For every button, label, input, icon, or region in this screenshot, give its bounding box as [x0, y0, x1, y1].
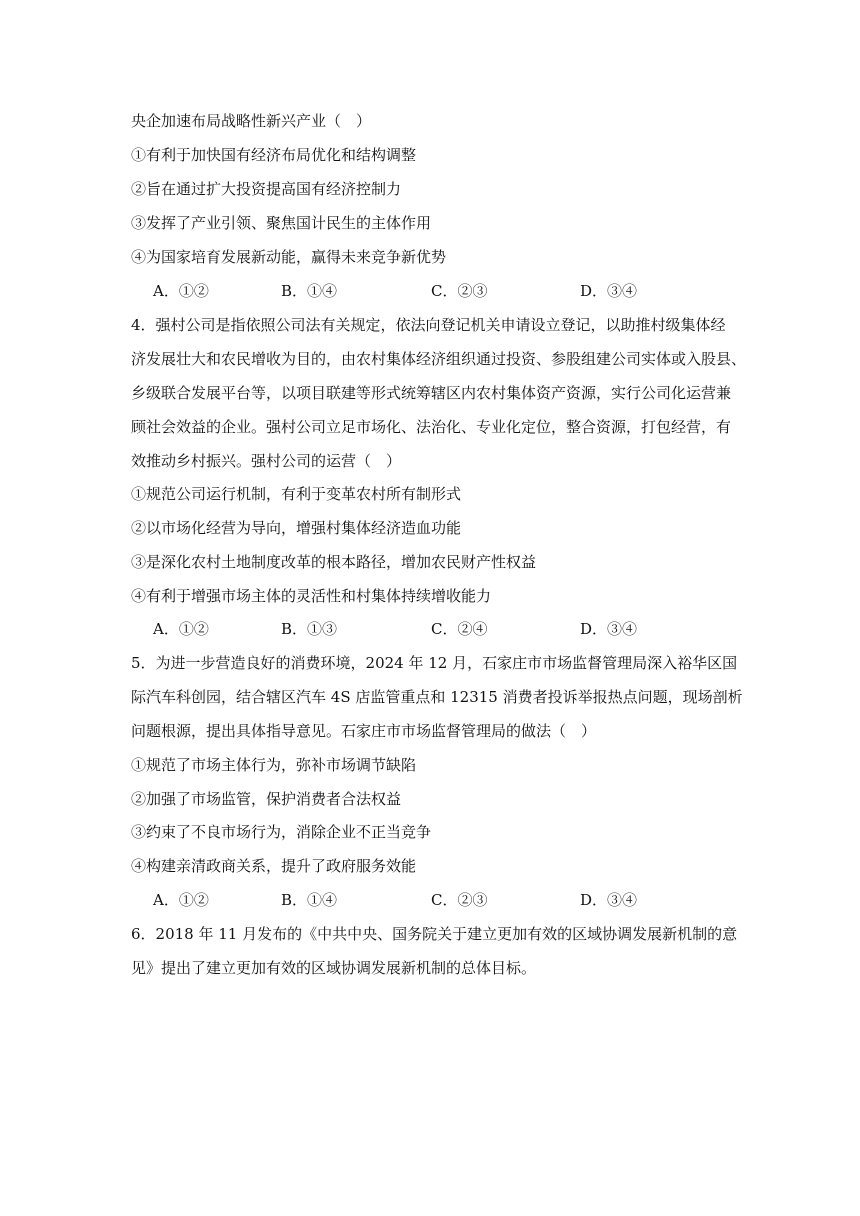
q3-stem: 央企加速布局战略性新兴产业（ ） — [131, 112, 372, 130]
q4-option-a: A．①② — [153, 620, 209, 638]
q4-option-b: B．①③ — [281, 620, 338, 638]
q4-statement-1: ①规范公司运行机制，有利于变革农村所有制形式 — [131, 485, 462, 503]
q4-statement-4: ④有利于增强市场主体的灵活性和村集体持续增收能力 — [131, 587, 492, 605]
q5-statement-3: ③约束了不良市场行为，消除企业不正当竞争 — [131, 823, 432, 841]
q4-stem-line-5: 效推动乡村振兴。强村公司的运营（ ） — [131, 452, 402, 470]
q5-stem-line-2: 际汽车科创园，结合辖区汽车 4S 店监管重点和 12315 消费者投诉举报热点问题，现场剖析 — [131, 688, 743, 706]
q4-option-d: D．③④ — [580, 620, 638, 638]
q3-statement-2: ②旨在通过扩大投资提高国有经济控制力 — [131, 180, 402, 198]
q4-stem-line-4: 顾社会效益的企业。强村公司立足市场化、法治化、专业化定位，整合资源，打包经营，有 — [131, 418, 732, 436]
q5-statement-1: ①规范了市场主体行为，弥补市场调节缺陷 — [131, 756, 417, 774]
q5-statement-2: ②加强了市场监管，保护消费者合法权益 — [131, 790, 402, 808]
q3-option-d: D．③④ — [580, 282, 638, 300]
q4-stem-line-3: 乡级联合发展平台等，以项目联建等形式统筹辖区内农村集体资产资源，实行公司化运营兼 — [131, 384, 732, 402]
q3-statement-3: ③发挥了产业引领、聚焦国计民生的主体作用 — [131, 214, 432, 232]
q3-statement-1: ①有利于加快国有经济布局优化和结构调整 — [131, 146, 417, 164]
q6-stem-line-2: 见》提出了建立更加有效的区域协调发展新机制的总体目标。 — [131, 959, 537, 977]
q3-statement-4: ④为国家培育发展新动能，赢得未来竞争新优势 — [131, 248, 447, 266]
q4-stem-line-1: 4．强村公司是指依照公司法有关规定，依法向登记机关申请设立登记，以助推村级集体经 — [131, 316, 726, 334]
q5-stem-line-3: 问题根源，提出具体指导意见。石家庄市市场监督管理局的做法（ ） — [131, 722, 597, 740]
q5-option-b: B．①④ — [281, 891, 338, 909]
q5-stem-line-1: 5．为进一步营造良好的消费环境，2024 年 12 月，石家庄市市场监督管理局深入裕华区国 — [131, 654, 738, 672]
q5-statement-4: ④构建亲清政商关系，提升了政府服务效能 — [131, 857, 417, 875]
q4-option-c: C．②④ — [431, 620, 488, 638]
q3-option-c: C．②③ — [431, 282, 488, 300]
q4-statement-3: ③是深化农村土地制度改革的根本路径，增加农民财产性权益 — [131, 553, 537, 571]
q5-option-c: C．②③ — [431, 891, 488, 909]
q5-option-d: D．③④ — [580, 891, 638, 909]
q4-statement-2: ②以市场化经营为导向，增强村集体经济造血功能 — [131, 519, 462, 537]
q6-stem-line-1: 6．2018 年 11 月发布的《中共中央、国务院关于建立更加有效的区域协调发展新机制的意 — [131, 925, 738, 943]
q3-option-a: A．①② — [153, 282, 209, 300]
q4-stem-line-2: 济发展壮大和农民增收为目的，由农村集体经济组织通过投资、参股组建公司实体或入股县、 — [131, 350, 747, 368]
q3-option-b: B．①④ — [281, 282, 338, 300]
q5-option-a: A．①② — [153, 891, 209, 909]
